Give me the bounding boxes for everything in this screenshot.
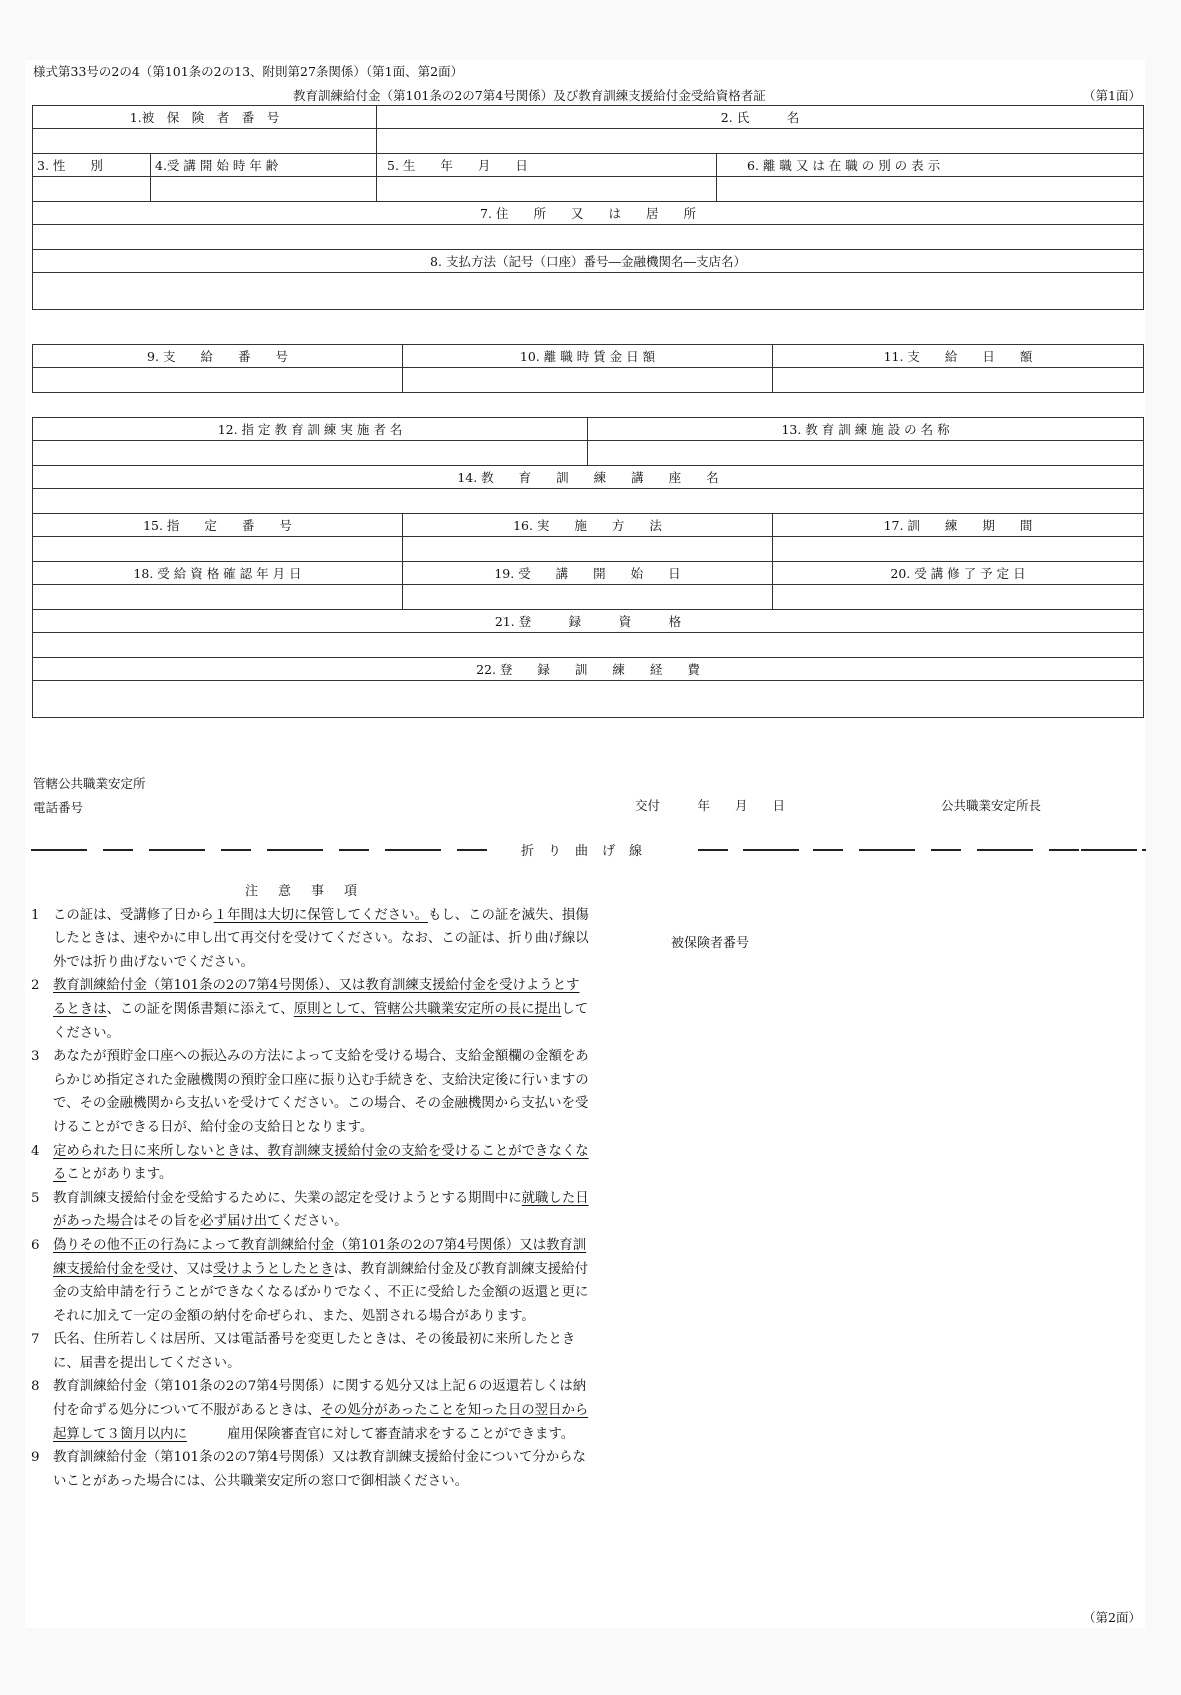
gender-field[interactable] [33, 177, 151, 202]
note-item: 3 あなたが預貯金口座への振込みの方法によって支給を受ける場合、支給金額欄の金額をあらかじめ指定された金融機関の預貯金口座に振り込む手続きを、支給決定後に行いますので、その金融機関から支払いを受けてください。この場合、その金融機関から支払いを受けることができる日が、給付金の支給日となります。 [31, 1049, 589, 1135]
personal-info-table [32, 105, 1144, 310]
notes-section [31, 880, 591, 1493]
employment-status-field[interactable] [717, 177, 1144, 202]
label-designation-number: 15. 指 定 番 号 [33, 514, 403, 537]
note-item: 4 定められた日に来所しないときは、教育訓練支援給付金の支給を受けることができなくなることがあります。 [31, 1143, 589, 1183]
daily-benefit-field[interactable] [773, 368, 1144, 393]
label-insured-number: 1.被 保 険 者 番 号 [33, 106, 377, 129]
label-course-name: 14. 教 育 訓 練 講 座 名 [33, 466, 1144, 489]
label-wage-daily-amount: 10. 離 職 時 賃 金 日 額 [403, 345, 773, 368]
fold-line-label: 折り曲げ線 [521, 844, 657, 859]
delivery-method-field[interactable] [403, 537, 773, 562]
label-training-provider: 12. 指 定 教 育 訓 練 実 施 者 名 [33, 418, 588, 441]
course-name-field[interactable] [33, 489, 1144, 514]
note-item: 7 氏名、住所若しくは居所、又は電話番号を変更したときは、その後最初に来所したときに、届書を提出してください。 [31, 1332, 576, 1371]
label-address: 7. 住 所 又 は 居 所 [33, 202, 1144, 225]
side-label-2: （第2面） [1083, 1610, 1141, 1625]
form-title: 教育訓練給付金（第101条の2の7第4号関係）及び教育訓練支援給付金受給資格者証 [293, 88, 766, 103]
registered-training-cost-field[interactable] [33, 681, 1144, 718]
form-page [25, 60, 1145, 1628]
label-employment-status: 6. 離 職 又 は 在 職 の 別 の 表 示 [717, 154, 1144, 177]
label-course-end-date: 20. 受 講 修 了 予 定 日 [773, 562, 1144, 585]
label-course-start-date: 19. 受 講 開 始 日 [403, 562, 773, 585]
address-field[interactable] [33, 225, 1144, 250]
birth-date-field[interactable] [377, 177, 717, 202]
designation-number-field[interactable] [33, 537, 403, 562]
note-item: 2 教育訓練給付金（第101条の2の7第4号関係）、又は教育訓練支援給付金を受けようとするときは、この証を関係書類に添えて、原則として、管轄公共職業安定所の長に提出してください。 [31, 978, 589, 1041]
registered-qualification-field[interactable] [33, 633, 1144, 658]
name-field[interactable] [377, 129, 1144, 154]
age-at-start-field[interactable] [151, 177, 377, 202]
form-id: 様式第33号の2の4（第101条の2の13、附則第27条関係）（第1面、第2面） [33, 64, 464, 79]
payment-number-field[interactable] [33, 368, 403, 393]
note-item: 8 教育訓練給付金（第101条の2の7第4号関係）に関する処分又は上記６の返還若しくは納付を命ずる処分について不服があるときは、その処分があったことを知った日の翌日から起算して３箇月以内に 雇用保険審査官に対して審査請求をすることができます。 [31, 1379, 589, 1442]
note-item: 1 この証は、受講修了日から１年間は大切に保管してください。もし、この証を滅失、損傷したときは、速やかに申し出て再交付を受けてください。なお、この証は、折り曲げ線以外では折り曲げないでください。 [31, 907, 589, 970]
training-provider-field[interactable] [33, 441, 588, 466]
label-eligibility-date: 18. 受 給 資 格 確 認 年 月 日 [33, 562, 403, 585]
office-block [33, 772, 146, 820]
label-training-period: 17. 訓 練 期 間 [773, 514, 1144, 537]
note-item: 9 教育訓練給付金（第101条の2の7第4号関係）又は教育訓練支援給付金について分からないことがあった場合には、公共職業安定所の窓口で御相談ください。 [31, 1450, 586, 1489]
label-payment-method: 8. 支払方法（記号（口座）番号―金融機関名―支店名） [33, 250, 1144, 273]
payment-method-field[interactable] [33, 273, 1144, 310]
insured-number-label-back: 被保険者番号 [671, 936, 750, 951]
course-end-date-field[interactable] [773, 585, 1144, 610]
label-birth-date: 5. 生 年 月 日 [377, 154, 717, 177]
side-label-1: （第1面） [1083, 88, 1141, 103]
label-age-at-start: 4.受 講 開 始 時 年 齢 [151, 154, 377, 177]
training-period-field[interactable] [773, 537, 1144, 562]
label-payment-number: 9. 支 給 番 号 [33, 345, 403, 368]
label-name: 2. 氏 名 [377, 106, 1144, 129]
issue-date-label: 交付 年 月 日 [635, 798, 786, 813]
training-info-table [32, 417, 1144, 718]
eligibility-date-field[interactable] [33, 585, 403, 610]
notes-title: 注意事項 [244, 884, 377, 899]
label-daily-benefit: 11. 支 給 日 額 [773, 345, 1144, 368]
phone-label: 電話番号 [33, 800, 84, 815]
office-label: 管轄公共職業安定所 [33, 776, 146, 791]
label-registered-training-cost: 22. 登 録 訓 練 経 費 [33, 658, 1144, 681]
payment-info-table [32, 344, 1144, 393]
insured-number-field[interactable] [33, 129, 377, 154]
note-item: 5 教育訓練支援給付金を受給するために、失業の認定を受けようとする期間中に就職した日があった場合はその旨を必ず届け出てください。 [31, 1190, 589, 1230]
label-registered-qualification: 21. 登 録 資 格 [33, 610, 1144, 633]
note-item: 6 偽りその他不正の行為によって教育訓練給付金（第101条の2の7第4号関係）又は教育訓練支援給付金を受け、又は受けようとしたときは、教育訓練給付金及び教育訓練支援給付金の支給申請を行うことができなくなるばかりでなく、不正に受給した金額の返還と更にそれに加えて一定の金額の納付を命ぜられ、また、処罰される場合があります。 [31, 1237, 589, 1324]
course-start-date-field[interactable] [403, 585, 773, 610]
wage-daily-amount-field[interactable] [403, 368, 773, 393]
fold-line [31, 840, 1146, 860]
label-training-facility: 13. 教 育 訓 練 施 設 の 名 称 [588, 418, 1144, 441]
label-delivery-method: 16. 実 施 方 法 [403, 514, 773, 537]
label-gender: 3. 性 別 [33, 154, 151, 177]
training-facility-field[interactable] [588, 441, 1144, 466]
office-chief-label: 公共職業安定所長 [941, 798, 1042, 813]
